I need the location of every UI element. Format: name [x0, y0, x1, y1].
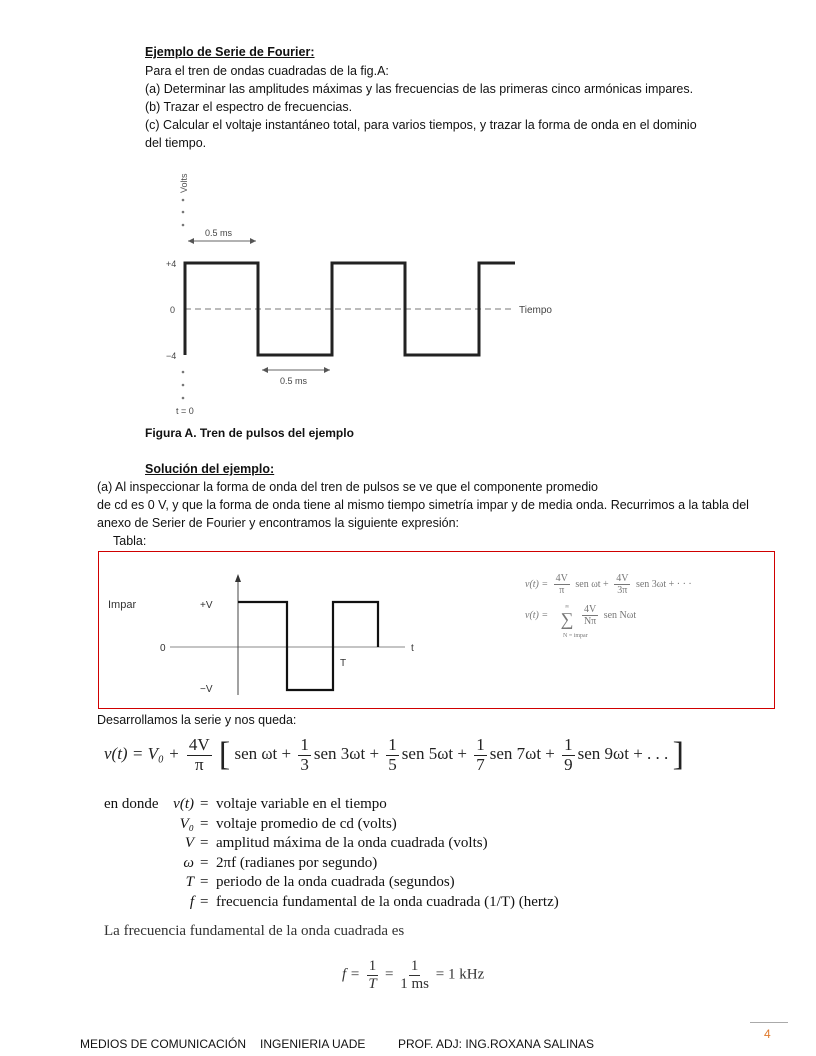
y-tick: +4 — [166, 259, 177, 269]
definition-item — [104, 893, 624, 913]
numerator: 1 — [564, 735, 573, 754]
x-axis-label: Tiempo — [519, 305, 552, 316]
numerator: 1 — [388, 735, 397, 754]
definitions-list — [104, 795, 624, 915]
denominator: 9 — [564, 754, 573, 774]
footer-professor: PROF. ADJ: ING.ROXANA SALINAS — [398, 1037, 595, 1051]
equals-sign: = — [200, 835, 209, 851]
definition-text: voltaje promedio de cd (volts) — [216, 815, 397, 832]
series-term: sen 3ωt + — [313, 744, 380, 764]
definition-text: periodo de la onda cuadrada (segundos) — [216, 874, 455, 890]
formula-lhs: v(t) = — [525, 578, 549, 590]
origin-label: t = 0 — [176, 406, 194, 416]
formula-term: sen 3ωt + · · · — [635, 578, 692, 590]
fourier-series-formula: v(t) = V₀ + $\frac{4V}{\pi}$ [ sen ωt + $\frac{1}{3}$ sen 3ωt + $\frac{1}{5}$ sen 5ωt + $\frac{1}{7}$ sen 7ωt + $\frac{1}{9}$ sen 9ωt + . . . ] — [104, 735, 684, 774]
denominator: 1 ms — [400, 975, 430, 992]
sum-lower: N = impar — [563, 633, 588, 639]
page-number-rule — [750, 1022, 788, 1023]
row-label: Impar — [108, 599, 137, 611]
period-label: T — [340, 658, 347, 669]
footer-course: MEDIOS DE COMUNICACIÓN — [80, 1037, 247, 1051]
summation: ∞ ∑ — [560, 604, 574, 629]
equals-sign: = — [200, 874, 209, 890]
plus-v-label: +V — [200, 600, 213, 611]
fraction — [582, 604, 598, 627]
formula-term: sen ωt + — [575, 578, 609, 590]
period-label-top: 0.5 ms — [205, 228, 233, 238]
series-term: sen ωt + — [234, 744, 292, 764]
y-tick: 0 — [170, 305, 176, 315]
definition-text: voltaje variable en el tiempo — [216, 796, 387, 812]
minus-v-label: −V — [200, 684, 213, 695]
definition-text: 2πf (radianes por segundo) — [216, 854, 378, 871]
denominator: 5 — [388, 754, 397, 774]
denominator: T — [368, 975, 377, 992]
numerator: 4V — [188, 735, 210, 754]
denominator: π — [559, 585, 565, 596]
fraction — [614, 573, 630, 596]
denominator: Nπ — [583, 616, 597, 627]
definition-item — [104, 815, 624, 835]
y-tick: −4 — [166, 351, 177, 361]
series-term: sen 5ωt + — [401, 744, 467, 764]
numerator: 1 — [410, 958, 419, 975]
series-term: sen 7ωt + — [489, 744, 555, 764]
formula-lhs: f = — [342, 966, 361, 983]
figure-a-square-wave — [0, 0, 816, 430]
solution-line: anexo de Serier de Fourier y encontramos la siguiente expresión: — [97, 516, 460, 530]
numerator: 1 — [368, 958, 377, 974]
solution-line: (a) Al inspeccionar la forma de onda del tren de pulsos se ve que el componente promedio — [97, 480, 598, 494]
period-label-bottom: 0.5 ms — [280, 376, 308, 386]
definition-symbol: v(t) — [173, 796, 194, 812]
formula-result: = 1 kHz — [435, 966, 485, 983]
definition-item — [104, 834, 624, 854]
equals-sign: = — [200, 893, 209, 910]
definition-symbol: V₀ — [179, 815, 194, 832]
page-number: 4 — [764, 1027, 771, 1041]
series-term: sen 9ωt + . . . — [577, 744, 669, 764]
table-formula-2 — [525, 604, 637, 639]
coefficient-fraction — [187, 736, 212, 774]
numerator: 4V — [616, 573, 629, 584]
equals-sign: = — [200, 796, 209, 812]
example-heading: Ejemplo de Serie de Fourier: — [145, 45, 315, 59]
zero-label: 0 — [160, 643, 166, 654]
intro-line: (c) Calcular el voltaje instantáneo total, para varios tiempos, y trazar la forma de onda en el dominio — [145, 118, 697, 132]
denominator: 3π — [617, 585, 628, 596]
intro-line: (a) Determinar las amplitudes máximas y las frecuencias de las primeras cinco armónicas impares. — [145, 82, 694, 96]
figure-caption: Figura A. Tren de pulsos del ejemplo — [145, 426, 354, 440]
definition-text: frecuencia fundamental de la onda cuadrada (1/T) (hertz) — [216, 893, 559, 910]
denominator: 3 — [300, 754, 309, 774]
table-formula-1 — [525, 573, 692, 596]
definition-item — [104, 873, 624, 893]
intro-line: Para el tren de ondas cuadradas de la fig.A: — [145, 64, 389, 78]
definitions-lead: en donde — [104, 796, 159, 812]
definition-symbol: V — [184, 835, 194, 851]
denominator: 7 — [476, 754, 485, 774]
solution-heading: Solución del ejemplo: — [145, 462, 275, 476]
numerator: 4V — [583, 604, 597, 615]
table-label: Tabla: — [113, 534, 147, 548]
formula-term: sen Nωt — [603, 609, 637, 621]
sum-upper: ∞ — [564, 604, 570, 611]
definition-item — [104, 854, 624, 874]
numerator: 1 — [476, 735, 485, 754]
intro-line: (b) Trazar el espectro de frecuencias. — [145, 100, 353, 114]
definition-symbol: T — [185, 874, 194, 890]
definition-item — [104, 795, 624, 815]
fundamental-formula — [342, 958, 484, 993]
definition-symbol: f — [189, 893, 194, 910]
table-square-wave — [238, 602, 378, 690]
equals-sign: = — [200, 854, 209, 871]
definition-text: amplitud máxima de la onda cuadrada (volts) — [216, 835, 488, 851]
series-intro: Desarrollamos la serie y nos queda: — [97, 713, 297, 727]
equals-sign: = — [385, 966, 394, 983]
table-waveform — [0, 540, 816, 710]
definition-symbol: ω — [183, 854, 194, 871]
t-axis-label: t — [411, 643, 414, 654]
equals-sign: = — [200, 815, 209, 832]
numerator: 4V — [555, 573, 568, 584]
solution-line: de cd es 0 V, y que la forma de onda tiene al mismo tiempo simetría impar y de media onda. Recurrimos a la tabla del — [97, 498, 749, 512]
series-lhs: v(t) = V₀ + — [104, 744, 180, 764]
intro-line: del tiempo. — [145, 136, 207, 150]
footer-school: INGENIERIA UADE — [260, 1037, 366, 1051]
fundamental-text: La frecuencia fundamental de la onda cuadrada es — [104, 923, 405, 939]
fraction — [554, 573, 570, 596]
formula-lhs: v(t) = — [525, 609, 549, 621]
numerator: 1 — [300, 735, 309, 754]
y-axis-label: Volts — [179, 173, 189, 193]
denominator: π — [194, 754, 204, 774]
